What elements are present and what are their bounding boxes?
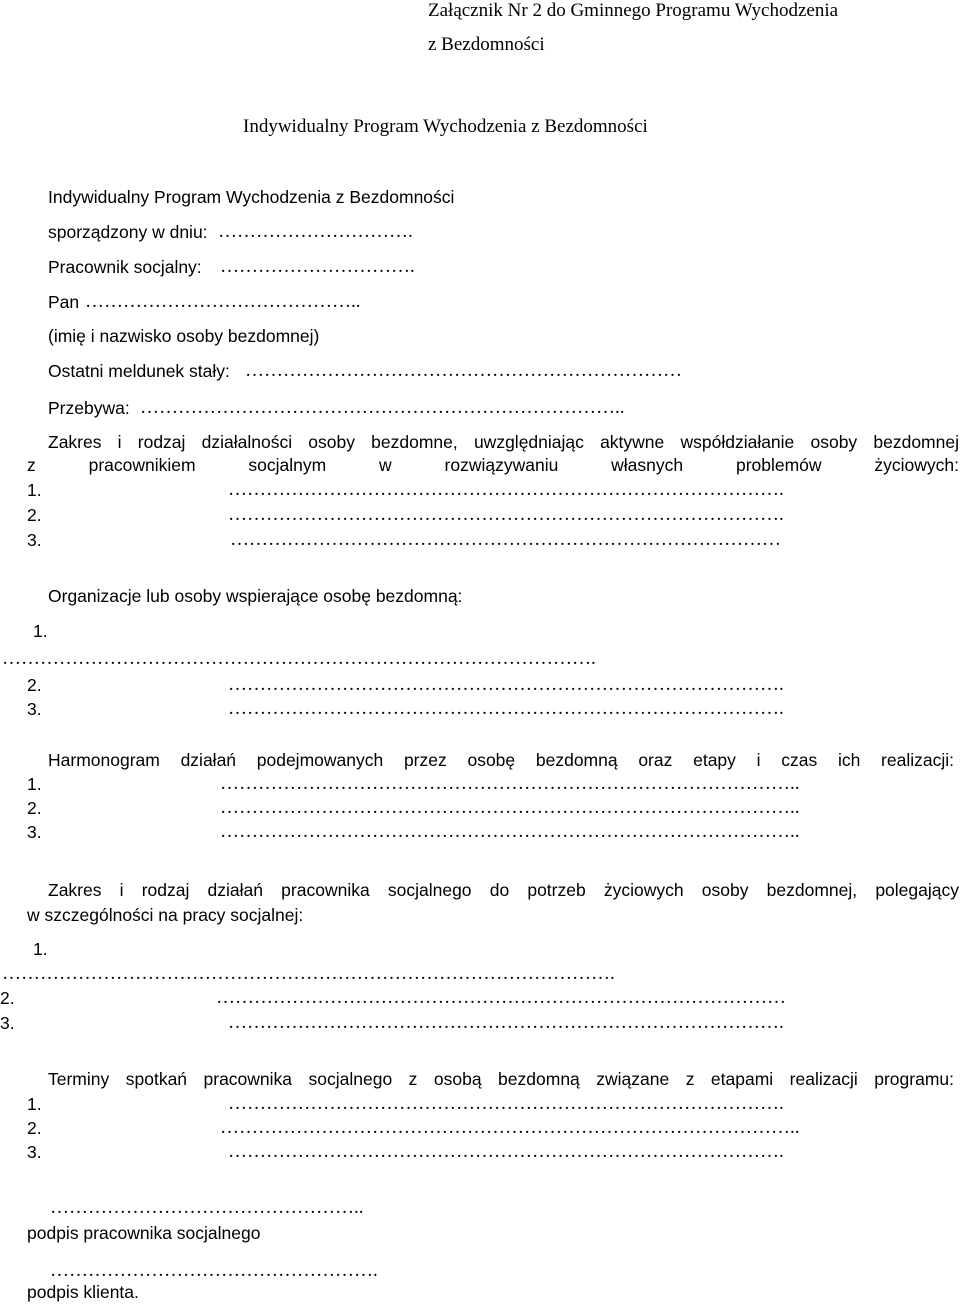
section1-item-field[interactable]: …………………………………………………………………………….: [228, 504, 784, 525]
section1-item-num: 2.: [27, 505, 42, 525]
section1-item-field[interactable]: ……………………………………………………………………………: [230, 529, 781, 550]
client-signature-field[interactable]: …………………………………………….: [50, 1260, 378, 1281]
section2-item-num: 2.: [27, 675, 42, 695]
przebywa-field[interactable]: …………………………………………………………………..: [140, 397, 625, 418]
meldunek-label: Ostatni meldunek stały:: [48, 361, 230, 381]
section3-item-field[interactable]: ………………………………………………………………………………..: [220, 797, 800, 818]
section5-heading: Terminy spotkań pracownika socjalnego z osobą bezdomną związane z etapami realizacji programu:: [48, 1069, 954, 1089]
worker-label: Pracownik socjalny:: [48, 257, 202, 277]
client-name-note: (imię i nazwisko osoby bezdomnej): [48, 326, 320, 346]
attachment-header-line2: z Bezdomności: [428, 34, 545, 55]
section3-item-num: 2.: [27, 798, 42, 818]
section5-item-field[interactable]: ………………………………………………………………………………..: [220, 1117, 800, 1138]
date-field[interactable]: ………………………….: [218, 221, 413, 242]
section3-heading: Harmonogram działań podejmowanych przez osobę bezdomną oraz etapy i czas ich realizacji:: [48, 750, 954, 770]
section2-item-field[interactable]: ………………………………………………………………………………….: [2, 648, 596, 669]
section3-item-num: 3.: [27, 822, 42, 842]
section2-item-num: 1.: [33, 621, 48, 641]
section1-heading-line2: z pracownikiem socjalnym w rozwiązywaniu własnych problemów życiowych:: [27, 455, 959, 475]
section5-item-num: 2.: [27, 1118, 42, 1138]
client-signature-label: podpis klienta.: [27, 1282, 139, 1302]
pan-label: Pan: [48, 292, 80, 312]
section5-item-field[interactable]: …………………………………………………………………………….: [228, 1141, 784, 1162]
section3-item-num: 1.: [27, 774, 42, 794]
section4-item-field[interactable]: …………………………………………………………………………………….: [2, 963, 615, 984]
worker-field[interactable]: ………………………….: [220, 256, 415, 277]
section4-item-num: 3.: [0, 1013, 15, 1033]
meldunek-field[interactable]: ……………………………………………………………: [245, 360, 682, 381]
section1-item-num: 3.: [27, 530, 42, 550]
przebywa-label: Przebywa:: [48, 398, 130, 418]
section4-item-num: 2.: [0, 988, 15, 1008]
section5-item-num: 3.: [27, 1142, 42, 1162]
document-title: Indywidualny Program Wychodzenia z Bezdomności: [243, 116, 648, 137]
section1-heading-line1: Zakres i rodzaj działalności osoby bezdomne, uwzględniając aktywne współdziałanie osoby bezdomnej: [48, 432, 959, 452]
section2-item-field[interactable]: …………………………………………………………………………….: [228, 674, 784, 695]
program-name: Indywidualny Program Wychodzenia z Bezdomności: [48, 187, 455, 207]
section4-item-num: 1.: [33, 939, 48, 959]
section4-heading-line1: Zakres i rodzaj działań pracownika socjalnego do potrzeb życiowych osoby bezdomnej, polegający: [48, 880, 959, 900]
section2-item-num: 3.: [27, 699, 42, 719]
section2-heading: Organizacje lub osoby wspierające osobę bezdomną:: [48, 586, 463, 606]
section5-item-num: 1.: [27, 1094, 42, 1114]
section1-item-num: 1.: [27, 480, 42, 500]
date-label: sporządzony w dniu:: [48, 222, 208, 242]
section4-heading-line2: w szczególności na pracy socjalnej:: [27, 905, 304, 925]
section1-item-field[interactable]: …………………………………………………………………………….: [228, 479, 784, 500]
section4-item-field[interactable]: ………………………………………………………………………………: [216, 987, 786, 1008]
client-name-field[interactable]: ……………………………………..: [85, 291, 361, 312]
section5-item-field[interactable]: …………………………………………………………………………….: [228, 1093, 784, 1114]
worker-signature-field[interactable]: …………………………………………..: [50, 1197, 364, 1218]
section4-item-field[interactable]: …………………………………………………………………………….: [228, 1012, 784, 1033]
section3-item-field[interactable]: ………………………………………………………………………………..: [220, 821, 800, 842]
attachment-header-line1: Załącznik Nr 2 do Gminnego Programu Wychodzenia: [428, 0, 839, 21]
section3-item-field[interactable]: ………………………………………………………………………………..: [220, 773, 800, 794]
section2-item-field[interactable]: …………………………………………………………………………….: [228, 698, 784, 719]
worker-signature-label: podpis pracownika socjalnego: [27, 1223, 261, 1243]
